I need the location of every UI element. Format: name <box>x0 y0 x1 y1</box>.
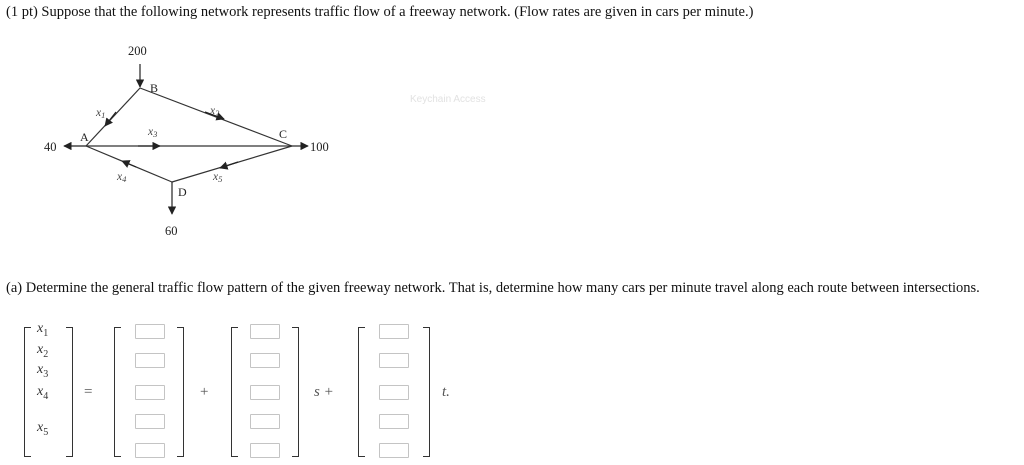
variable-vector-left-bracket <box>24 327 31 457</box>
variable-x4: $x_4$ <box>37 384 49 402</box>
node-c-label: C <box>279 127 288 141</box>
arrow-x1 <box>105 112 116 126</box>
t-vector-right-bracket <box>423 327 430 457</box>
node-b-label: B <box>150 81 159 95</box>
variable-x2: $x_2$ <box>37 342 49 360</box>
s-x3-input[interactable] <box>250 385 280 400</box>
edge-x5-label: x5 <box>213 171 223 184</box>
arrow-x4 <box>122 161 136 167</box>
constant-x3-input[interactable] <box>135 385 165 400</box>
variable-vector-right-bracket <box>66 327 73 457</box>
variable-x5: $x_5$ <box>37 420 49 438</box>
variable-x1: $x_1$ <box>37 321 49 339</box>
edge-x4-label: x4 <box>117 171 127 184</box>
constant-vector-left-bracket <box>114 327 121 457</box>
edge-x3-label: x3 <box>148 126 158 139</box>
outflow-d-value: 60 <box>165 224 178 238</box>
constant-x4-input[interactable] <box>135 414 165 429</box>
s-x1-input[interactable] <box>250 324 280 339</box>
outflow-c-value: 100 <box>310 140 329 154</box>
equals-sign: = <box>84 384 93 400</box>
edge-x2-label: x2 <box>210 105 220 118</box>
s-vector-left-bracket <box>231 327 238 457</box>
node-a-label: A <box>80 130 89 144</box>
s-x5-input[interactable] <box>250 443 280 458</box>
variable-x3: $x_3$ <box>37 362 49 380</box>
plus-sign: + <box>200 384 209 400</box>
s-x4-input[interactable] <box>250 414 280 429</box>
s-plus-label: s + <box>314 384 334 400</box>
t-vector-left-bracket <box>358 327 365 457</box>
keychain-watermark: Keychain Access <box>410 94 486 105</box>
t-end-label: t. <box>442 384 450 400</box>
node-d-label: D <box>178 185 187 199</box>
t-x1-input[interactable] <box>379 324 409 339</box>
edge-x1 <box>86 88 140 146</box>
s-x2-input[interactable] <box>250 353 280 368</box>
arrow-x5 <box>220 162 238 168</box>
t-x5-input[interactable] <box>379 443 409 458</box>
t-x2-input[interactable] <box>379 353 409 368</box>
outflow-a-value: 40 <box>44 140 57 154</box>
constant-x1-input[interactable] <box>135 324 165 339</box>
t-x4-input[interactable] <box>379 414 409 429</box>
constant-x5-input[interactable] <box>135 443 165 458</box>
edge-x1-label: x1 <box>96 107 106 120</box>
constant-x2-input[interactable] <box>135 353 165 368</box>
inflow-b-value: 200 <box>128 44 147 58</box>
s-vector-right-bracket <box>292 327 299 457</box>
constant-vector-right-bracket <box>177 327 184 457</box>
part-a-prompt: (a) Determine the general traffic flow pattern of the given freeway network. That is, determine how many cars per minute travel along each route between intersections. <box>6 280 980 296</box>
t-x3-input[interactable] <box>379 385 409 400</box>
question-title: (1 pt) Suppose that the following network represents traffic flow of a freeway network. (Flow rates are given in cars per minute.) <box>6 4 754 20</box>
